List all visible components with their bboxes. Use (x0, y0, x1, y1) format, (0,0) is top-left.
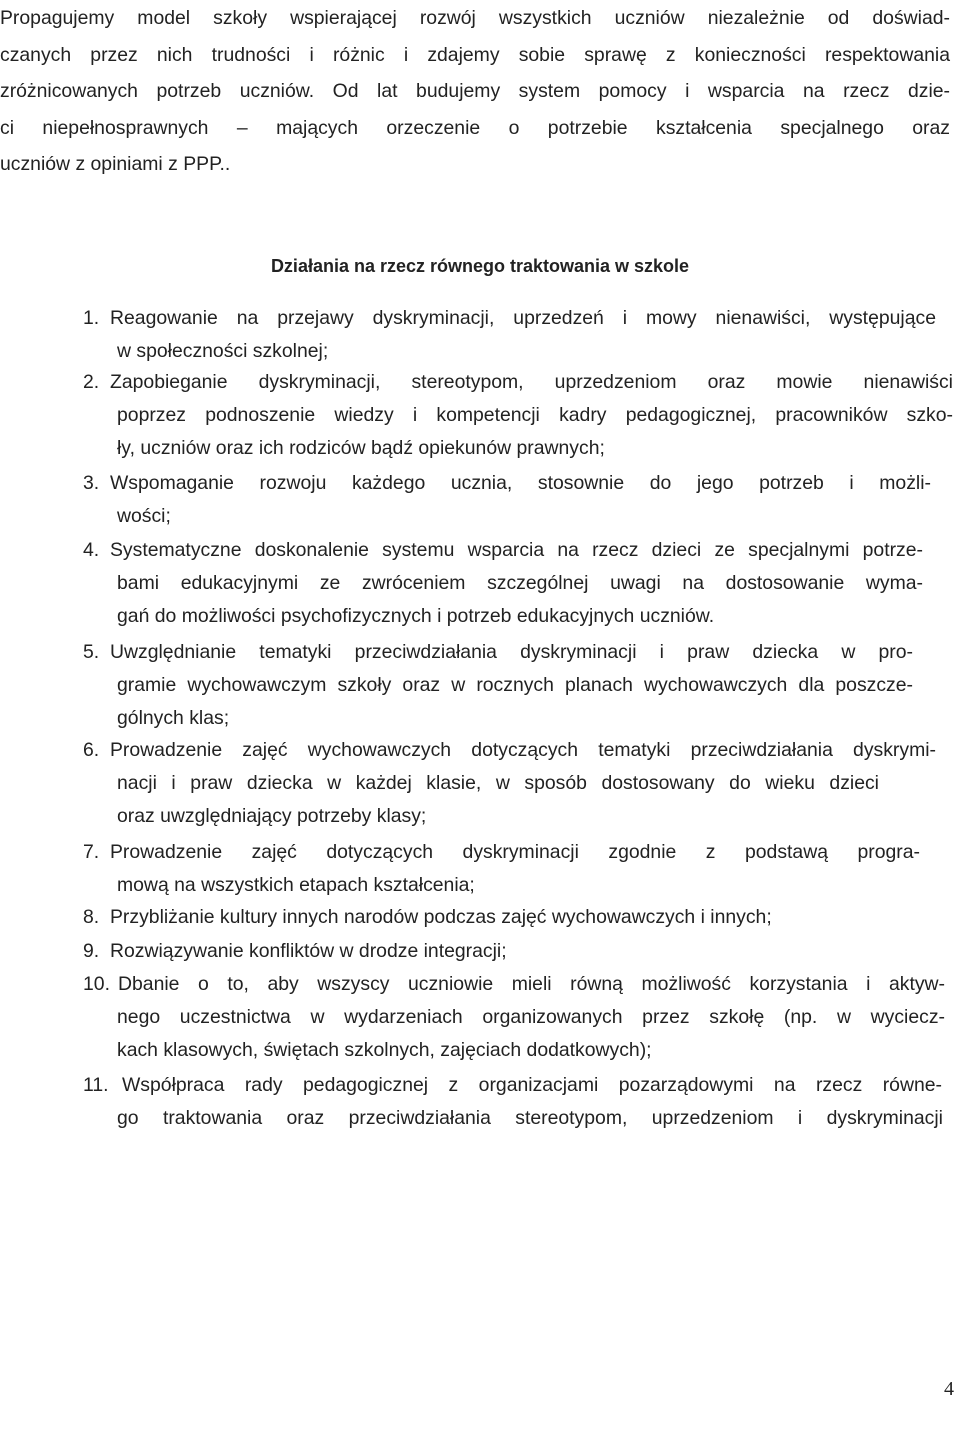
page-number: 4 (944, 1378, 954, 1400)
item-line: bami edukacyjnymi ze zwróceniem szczególnej uwagi na dostosowanie wyma- (117, 572, 923, 594)
item-number: 2. (83, 371, 100, 393)
item-line: oraz uwzględniający potrzeby klasy; (117, 805, 427, 827)
item-line: Wspomaganie rozwoju każdego ucznia, stosownie do jego potrzeb i możli- (110, 472, 931, 494)
item-number: 5. (83, 641, 100, 663)
item-line: w społeczności szkolnej; (117, 340, 329, 362)
section-heading: Działania na rzecz równego traktowania w szkole (270, 256, 690, 276)
item-number: 11. (83, 1074, 109, 1096)
intro-line: uczniów z opiniami z PPP.. (0, 153, 231, 175)
intro-line: Propagujemy model szkoły wspierającej rozwój wszystkich uczniów niezależnie od doświad- (0, 7, 950, 29)
item-line: Przybliżanie kultury innych narodów podczas zajęć wychowawczych i innych; (110, 906, 772, 928)
intro-line: ci niepełnosprawnych – mających orzeczenie o potrzebie kształcenia specjalnego oraz (0, 116, 950, 139)
item-line: Rozwiązywanie konfliktów w drodze integracji; (110, 940, 507, 962)
item-line: Systematyczne doskonalenie systemu wsparcia na rzecz dzieci ze specjalnymi potrze- (110, 539, 923, 561)
item-number: 6. (83, 739, 100, 761)
item-number: 10. (83, 973, 110, 995)
item-line: Prowadzenie zajęć wychowawczych dotyczących tematyki przeciwdziałania dyskrymi- (110, 739, 936, 761)
item-line: ły, uczniów oraz ich rodziców bądź opiekunów prawnych; (117, 437, 605, 459)
intro-line: zróżnicowanych potrzeb uczniów. Od lat budujemy system pomocy i wsparcia na rzecz dzie- (0, 80, 950, 102)
item-number: 8. (83, 906, 100, 928)
item-line: gramie wychowawczym szkoły oraz w rocznych planach wychowawczych dla poszcze- (117, 674, 913, 696)
item-number: 7. (83, 841, 100, 863)
item-line: Prowadzenie zajęć dotyczących dyskryminacji zgodnie z podstawą progra- (110, 841, 920, 863)
item-number: 3. (83, 472, 100, 494)
item-line: gań do możliwości psychofizycznych i potrzeb edukacyjnych uczniów. (117, 605, 715, 627)
item-line: Uwzględnianie tematyki przeciwdziałania dyskryminacji i praw dziecka w pro- (110, 641, 913, 663)
item-line: poprzez podnoszenie wiedzy i kompetencji kadry pedagogicznej, pracowników szko- (117, 404, 953, 426)
intro-paragraph (0, 0, 950, 183)
item-number: 1. (83, 307, 100, 329)
item-line: Dbanie o to, aby wszyscy uczniowie mieli równą możliwość korzystania i aktyw- (118, 973, 945, 995)
item-line: Zapobieganie dyskryminacji, stereotypom, uprzedzeniom oraz mowie nienawiści (110, 371, 953, 393)
item-line: nego uczestnictwa w wydarzeniach organizowanych przez szkołę (np. w wyciecz- (117, 1006, 945, 1028)
item-number: 9. (83, 940, 100, 962)
item-number: 4. (83, 539, 100, 561)
item-line: kach klasowych, świętach szkolnych, zajęciach dodatkowych); (117, 1039, 652, 1061)
item-line: wości; (117, 505, 171, 527)
item-line: Reagowanie na przejawy dyskryminacji, uprzedzeń i mowy nienawiści, występujące (110, 307, 936, 329)
item-line: Współpraca rady pedagogicznej z organizacjami pozarządowymi na rzecz równe- (122, 1074, 942, 1096)
intro-line: czanych przez nich trudności i różnic i zdajemy sobie sprawę z konieczności respektowania (0, 43, 950, 66)
item-line: mową na wszystkich etapach kształcenia; (117, 874, 475, 896)
item-line: nacji i praw dziecka w każdej klasie, w sposób dostosowany do wieku dzieci (117, 772, 879, 794)
item-line: go traktowania oraz przeciwdziałania stereotypom, uprzedzeniom i dyskryminacji (117, 1107, 943, 1129)
item-line: gólnych klas; (117, 707, 230, 729)
